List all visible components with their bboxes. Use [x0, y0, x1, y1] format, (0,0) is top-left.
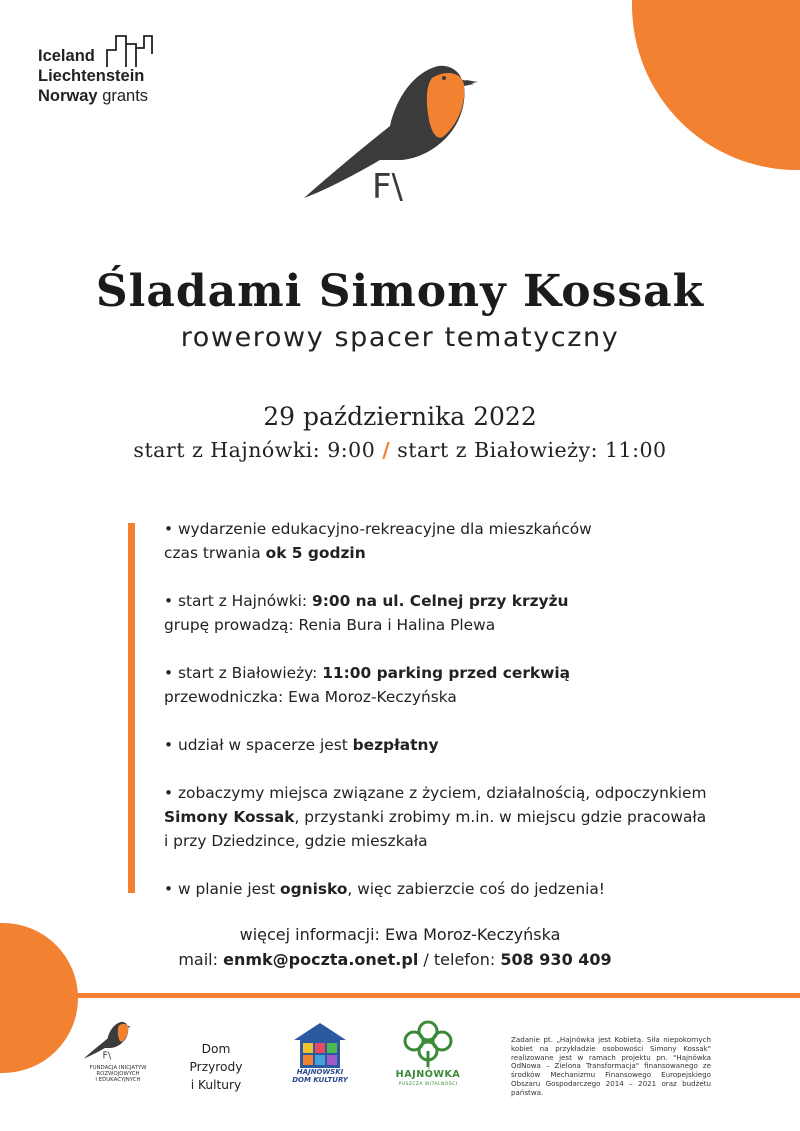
- grants-mark-icon: [106, 34, 154, 68]
- dom-line: Przyrody: [189, 1060, 243, 1074]
- item-text: • udział w spacerze jest: [164, 736, 353, 754]
- page-title: Śladami Simony Kossak: [95, 266, 705, 317]
- phone-label: / telefon:: [418, 950, 501, 969]
- footer-divider: [0, 993, 800, 998]
- event-date: 29 października 2022: [263, 402, 537, 431]
- start-hajnowka: start z Hajnówki: 9:00: [133, 438, 376, 462]
- item-bold: bezpłatny: [352, 736, 439, 754]
- list-item: • zobaczymy miejsca związane z życiem, działalnością, odpoczynkiem: [164, 784, 707, 802]
- item-text: • start z Białowieży:: [164, 664, 323, 682]
- hajnowka-name: HAJNÓWKA: [395, 1069, 461, 1080]
- item-bold: ok 5 godzin: [265, 544, 366, 562]
- item-text: • wydarzenie edukacyjno-rekreacyjne dla mieszkańców: [164, 520, 592, 538]
- email-link[interactable]: enmk@poczta.onet.pl: [223, 950, 419, 969]
- item-text: czas trwania: [164, 544, 266, 562]
- fundacja-name: [74, 1065, 162, 1084]
- hajnowka-tagline: PUSZCZA WITALNOŚCI: [398, 1082, 458, 1087]
- dom-przyrody-logo: [186, 1040, 246, 1094]
- item-text: , przystanki zrobimy m.in. w miejscu gdzie pracowała: [294, 808, 707, 826]
- hajnowski-dom-kultury-name: [284, 1068, 356, 1084]
- item-bold: ognisko: [280, 880, 348, 898]
- fund-line: FUNDACJA INICJATYW: [89, 1065, 147, 1071]
- grants-line-iceland: Iceland: [38, 47, 95, 65]
- funding-note: Zadanie pt. „Hajnówka jest Kobietą. Siła niepokornych kobiet na przykładzie osobowości Simony Kossak" realizowane jest w ramach projektu pn. "Hajnówka OdNowa – Zielona Transformacja" finansowanego ze środków Mechanizmu Finansowego Europejskiego Obszaru Gospodarczego 2014 – 2021 oraz budżetu państwa.: [511, 1035, 711, 1097]
- list-item-line: [164, 541, 724, 565]
- decorative-circle-top-right: [632, 0, 800, 170]
- hdk-line: HAJNOWSKI: [296, 1068, 344, 1076]
- grants-line-norway: [38, 86, 148, 106]
- item-bold: 9:00 na ul. Celnej przy krzyżu: [312, 592, 569, 610]
- accent-bar: [128, 523, 135, 893]
- list-item: [164, 589, 724, 613]
- bird-logo-text: F\: [372, 167, 404, 206]
- list-item: [164, 733, 724, 757]
- start-times: [0, 438, 800, 462]
- robin-bird-logo: [298, 56, 478, 206]
- page-subtitle: rowerowy spacer tematyczny: [180, 322, 620, 353]
- start-bialowieza: start z Białowieży: 11:00: [397, 438, 667, 462]
- grants-suffix: grants: [102, 87, 149, 105]
- start-separator: /: [382, 438, 391, 462]
- decorative-circle-bottom-left: [0, 923, 78, 1073]
- dom-line: i Kultury: [190, 1078, 242, 1092]
- list-item-line: i przy Dziedzince, gdzie mieszkała: [164, 832, 428, 850]
- grants-norway: Norway: [38, 87, 98, 105]
- list-item-line: grupę prowadzą: Renia Bura i Halina Plewa: [164, 616, 496, 634]
- list-item-line: [164, 805, 724, 829]
- item-text: , więc zabierzcie coś do jedzenia!: [347, 880, 605, 898]
- fund-line: ROZWOJOWYCH: [96, 1071, 140, 1078]
- fund-logo-text: F\: [102, 1050, 112, 1062]
- item-text: • start z Hajnówki:: [164, 592, 312, 610]
- info-list: [164, 517, 724, 901]
- contact-details: [0, 950, 790, 969]
- dom-line: Dom: [201, 1042, 231, 1056]
- list-item: [164, 517, 724, 541]
- list-item: [164, 877, 724, 901]
- hajnowka-leaf-logo: [394, 1019, 462, 1069]
- fundacja-bird-logo: [82, 1018, 132, 1062]
- list-item-line: przewodniczka: Ewa Moroz-Keczyńska: [164, 688, 457, 706]
- item-text: • w planie jest: [164, 880, 281, 898]
- item-bold: Simony Kossak: [164, 808, 295, 826]
- fund-line: I EDUKACYJNYCH: [95, 1077, 141, 1084]
- hajnowski-dom-kultury-logo: [290, 1020, 350, 1070]
- hdk-line: DOM KULTURY: [292, 1076, 348, 1084]
- grants-line-liechtenstein: Liechtenstein: [38, 67, 145, 85]
- contact-info: więcej informacji: Ewa Moroz-Keczyńska: [239, 925, 561, 944]
- mail-label: mail:: [178, 950, 224, 969]
- phone-number[interactable]: 508 930 409: [500, 950, 612, 969]
- item-bold: 11:00 parking przed cerkwią: [322, 664, 571, 682]
- list-item: [164, 661, 724, 685]
